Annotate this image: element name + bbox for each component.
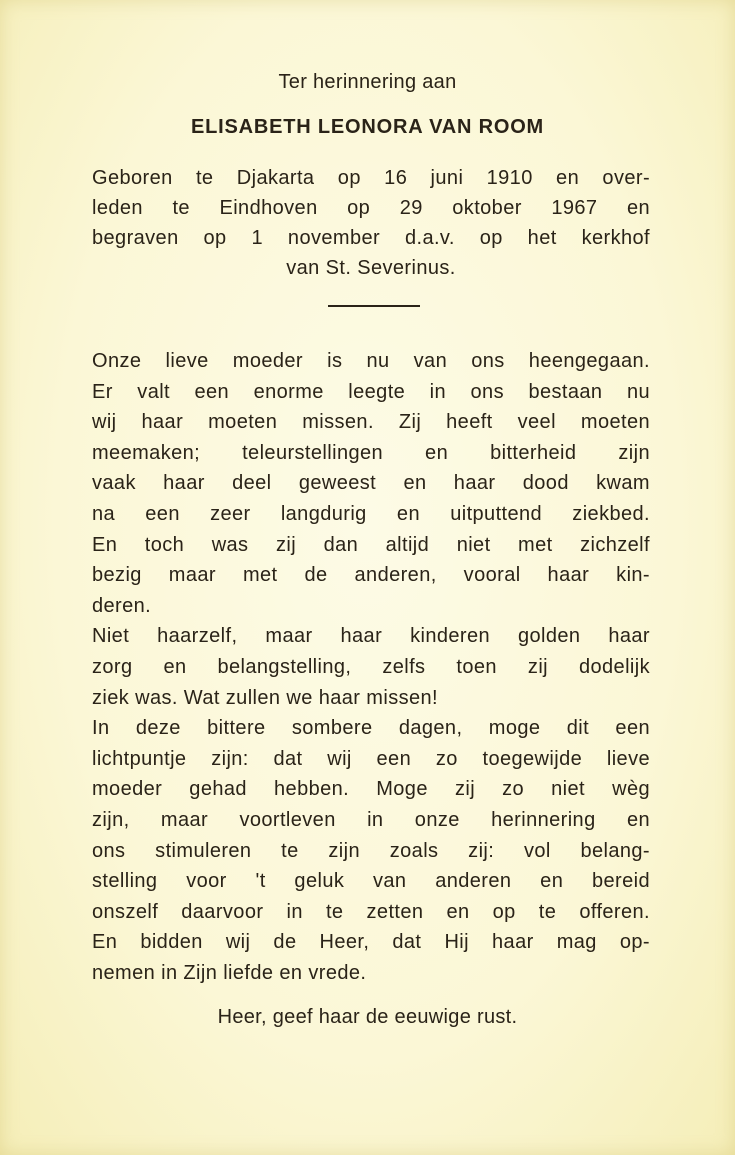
- body-line: onszelf daarvoor in te zetten en op te offeren.: [92, 900, 650, 923]
- dates-line: begraven op 1 november d.a.v. op het kerkhof: [92, 227, 650, 249]
- body-line: En toch was zij dan altijd niet met zichzelf: [92, 533, 650, 556]
- body-line: lichtpuntje zijn: dat wij een zo toegewijde lieve: [92, 747, 650, 770]
- intro-text: Ter herinnering aan: [278, 71, 457, 93]
- dates-line: van St. Severinus.: [286, 257, 456, 279]
- body-line: stelling voor 't geluk van anderen en bereid: [92, 870, 650, 893]
- body-line: nemen in Zijn liefde en vrede.: [92, 962, 367, 984]
- body-line: En bidden wij de Heer, dat Hij haar mag op-: [92, 931, 650, 954]
- body-line: wij haar moeten missen. Zij heeft veel moeten: [92, 411, 650, 434]
- body-line: deren.: [92, 594, 152, 617]
- body-line: na een zeer langdurig en uitputtend ziekbed.: [92, 503, 650, 525]
- body-line: meemaken; teleurstellingen en bitterheid zijn: [92, 441, 650, 464]
- dates-line: leden te Eindhoven op 29 oktober 1967 en: [92, 197, 650, 219]
- body-line: Er valt een enorme leegte in ons bestaan nu: [92, 380, 650, 403]
- deceased-name: ELISABETH LEONORA VAN ROOM: [190, 116, 545, 138]
- body-line: moeder gehad hebben. Moge zij zo niet wèg: [92, 778, 650, 801]
- body-line: zorg en belangstelling, zelfs toen zij dodelijk: [92, 656, 650, 678]
- body-line: bezig maar met de anderen, vooral haar kin-: [92, 564, 650, 587]
- divider: [328, 305, 420, 307]
- dates-line: Geboren te Djakarta op 16 juni 1910 en over-: [92, 167, 650, 189]
- body-line: In deze bittere sombere dagen, moge dit een: [92, 717, 650, 740]
- closing-prayer: Heer, geef haar de eeuwige rust.: [217, 1006, 518, 1028]
- body-line: ziek was. Wat zullen we haar missen!: [92, 686, 439, 709]
- body-line: vaak haar deel geweest en haar dood kwam: [92, 472, 650, 495]
- body-line: Onze lieve moeder is nu van ons heengegaan.: [92, 350, 650, 372]
- body-line: Niet haarzelf, maar haar kinderen golden haar: [92, 625, 650, 648]
- body-line: zijn, maar voortleven in onze herinnering en: [92, 809, 650, 831]
- body-line: ons stimuleren te zijn zoals zij: vol belang-: [92, 839, 650, 862]
